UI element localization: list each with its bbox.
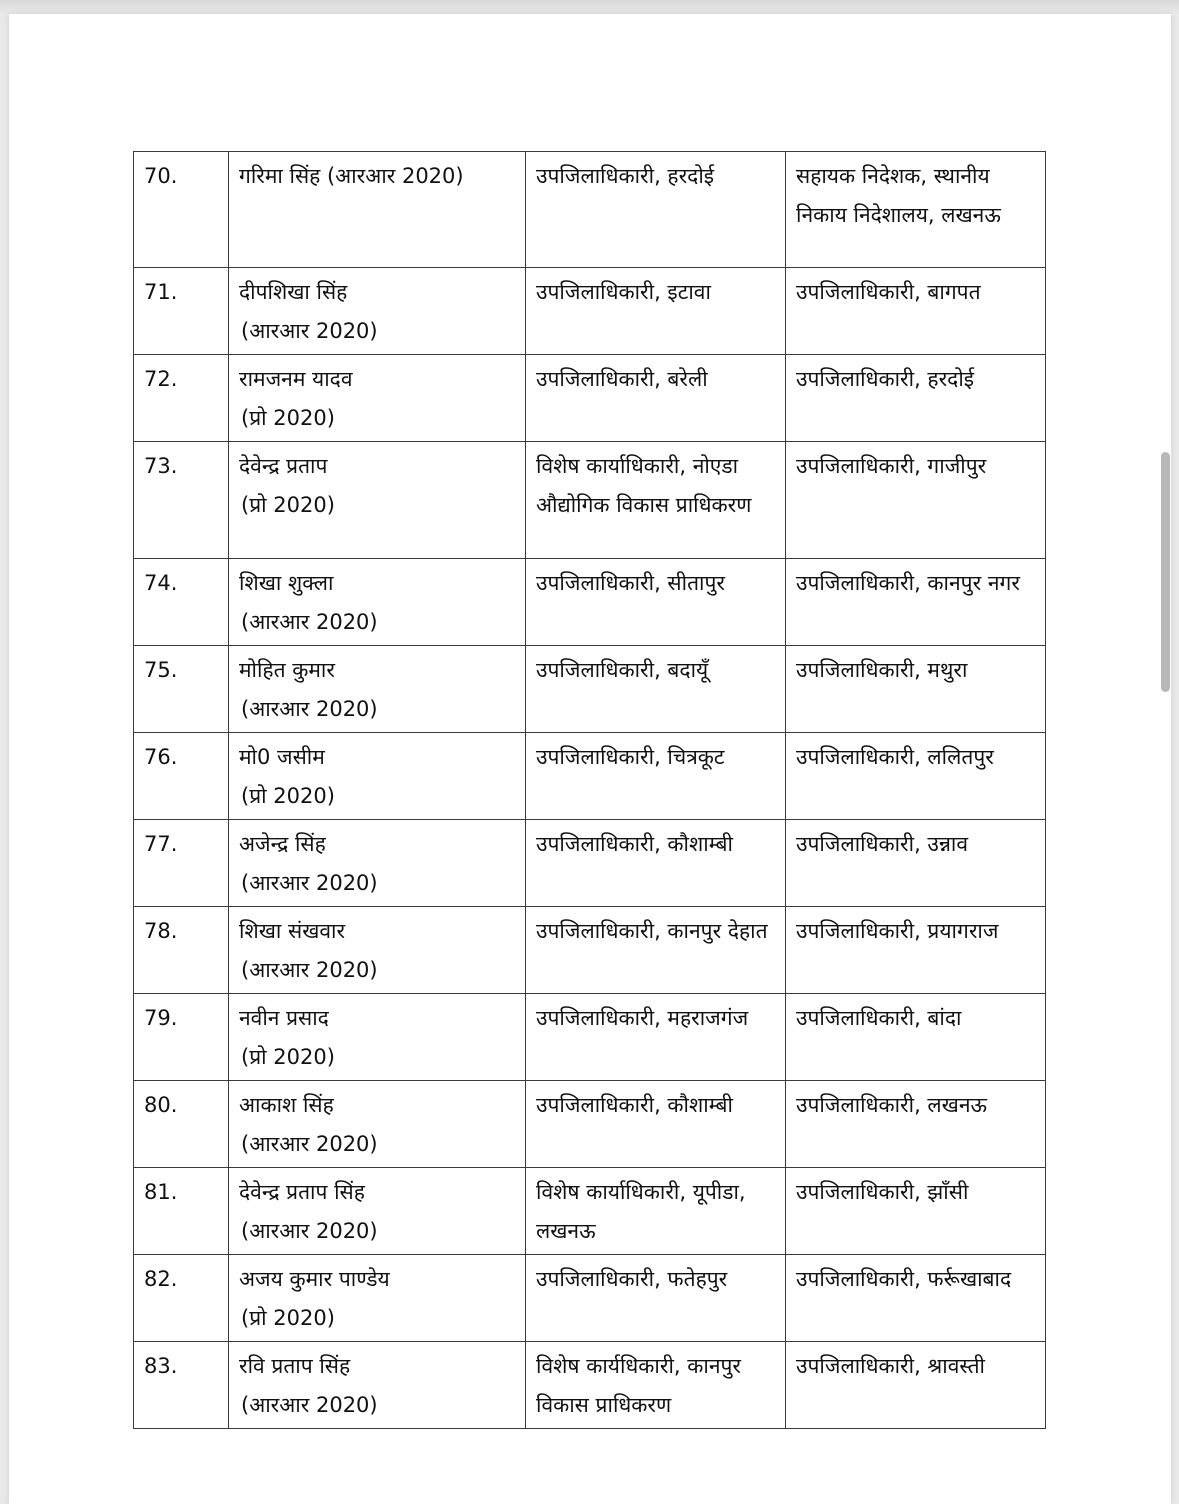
current-post-cell: उपजिलाधिकारी, कानपुर देहात xyxy=(526,907,786,994)
table-row xyxy=(134,152,1046,268)
officer-batch: (आरआर 2020) xyxy=(241,870,378,895)
table-row xyxy=(134,355,1046,442)
new-post-cell: उपजिलाधिकारी, गाजीपुर xyxy=(786,442,1046,559)
officer-batch: (आरआर 2020) xyxy=(241,957,378,982)
table-row xyxy=(134,1255,1046,1342)
table-row xyxy=(134,559,1046,646)
new-post-cell: उपजिलाधिकारी, प्रयागराज xyxy=(786,907,1046,994)
officer-name: रामजनम यादव xyxy=(239,367,353,391)
officer-name: देवेन्द्र प्रताप सिंह xyxy=(239,1180,365,1204)
officer-name: मोहित कुमार xyxy=(239,658,335,682)
current-post-cell: उपजिलाधिकारी, बरेली xyxy=(526,355,786,442)
officer-name: गरिमा सिंह (आरआर 2020) xyxy=(239,164,464,188)
table-row xyxy=(134,1168,1046,1255)
officer-name: दीपशिखा सिंह xyxy=(239,280,348,304)
officer-name-cell xyxy=(229,1081,526,1168)
table-row xyxy=(134,268,1046,355)
vertical-scrollbar[interactable] xyxy=(1161,452,1170,692)
new-post-cell: उपजिलाधिकारी, मथुरा xyxy=(786,646,1046,733)
officer-batch: (प्रो 2020) xyxy=(241,492,335,517)
officer-name-cell xyxy=(229,1168,526,1255)
officer-name-cell xyxy=(229,994,526,1081)
table-row xyxy=(134,1342,1046,1429)
new-post-cell: उपजिलाधिकारी, हरदोई xyxy=(786,355,1046,442)
officer-name-cell xyxy=(229,907,526,994)
new-post-cell: उपजिलाधिकारी, कानपुर नगर xyxy=(786,559,1046,646)
current-post-cell: विशेष कार्याधिकारी, यूपीडा, लखनऊ xyxy=(526,1168,786,1255)
serial-number-cell: 79. xyxy=(134,994,229,1081)
officer-name-cell xyxy=(229,646,526,733)
serial-number-cell: 74. xyxy=(134,559,229,646)
current-post-cell: उपजिलाधिकारी, बदायूँ xyxy=(526,646,786,733)
table-row xyxy=(134,646,1046,733)
table-row xyxy=(134,442,1046,559)
transfer-table xyxy=(133,151,1046,1429)
officer-name: अजेन्द्र सिंह xyxy=(239,832,326,856)
officer-name: अजय कुमार पाण्डेय xyxy=(239,1267,390,1291)
officer-name-cell xyxy=(229,1342,526,1429)
table-row xyxy=(134,820,1046,907)
officer-batch: (प्रो 2020) xyxy=(241,783,335,808)
current-post-cell: विशेष कार्यधिकारी, कानपुर विकास प्राधिकरण xyxy=(526,1342,786,1429)
officer-batch: (आरआर 2020) xyxy=(241,1218,378,1243)
serial-number-cell: 78. xyxy=(134,907,229,994)
new-post-cell: सहायक निदेशक, स्थानीय निकाय निदेशालय, लखनऊ xyxy=(786,152,1046,268)
serial-number-cell: 81. xyxy=(134,1168,229,1255)
serial-number-cell: 72. xyxy=(134,355,229,442)
current-post-cell: उपजिलाधिकारी, हरदोई xyxy=(526,152,786,268)
officer-name-cell xyxy=(229,1255,526,1342)
serial-number-cell: 76. xyxy=(134,733,229,820)
officer-name: देवेन्द्र प्रताप xyxy=(239,454,328,478)
current-post-cell: उपजिलाधिकारी, फतेहपुर xyxy=(526,1255,786,1342)
new-post-cell: उपजिलाधिकारी, फर्रूखाबाद xyxy=(786,1255,1046,1342)
current-post-cell: उपजिलाधिकारी, चित्रकूट xyxy=(526,733,786,820)
officer-batch: (प्रो 2020) xyxy=(241,1305,335,1330)
officer-name: शिखा संखवार xyxy=(239,919,346,943)
officer-name: मो0 जसीम xyxy=(239,745,325,769)
current-post-cell: उपजिलाधिकारी, कौशाम्बी xyxy=(526,820,786,907)
officer-name-cell xyxy=(229,733,526,820)
officer-name: रवि प्रताप सिंह xyxy=(239,1354,351,1378)
serial-number-cell: 83. xyxy=(134,1342,229,1429)
current-post-cell: उपजिलाधिकारी, महराजगंज xyxy=(526,994,786,1081)
serial-number-cell: 73. xyxy=(134,442,229,559)
table-row xyxy=(134,907,1046,994)
serial-number-cell: 70. xyxy=(134,152,229,268)
table-row xyxy=(134,1081,1046,1168)
new-post-cell: उपजिलाधिकारी, श्रावस्ती xyxy=(786,1342,1046,1429)
serial-number-cell: 71. xyxy=(134,268,229,355)
officer-name: आकाश सिंह xyxy=(239,1093,334,1117)
new-post-cell: उपजिलाधिकारी, लखनऊ xyxy=(786,1081,1046,1168)
table-row xyxy=(134,994,1046,1081)
officer-batch: (प्रो 2020) xyxy=(241,405,335,430)
officer-batch: (आरआर 2020) xyxy=(241,318,378,343)
current-post-cell: उपजिलाधिकारी, सीतापुर xyxy=(526,559,786,646)
officer-batch: (आरआर 2020) xyxy=(241,696,378,721)
serial-number-cell: 75. xyxy=(134,646,229,733)
serial-number-cell: 77. xyxy=(134,820,229,907)
new-post-cell: उपजिलाधिकारी, झाँसी xyxy=(786,1168,1046,1255)
officer-name-cell xyxy=(229,152,526,268)
new-post-cell: उपजिलाधिकारी, बागपत xyxy=(786,268,1046,355)
officer-name-cell xyxy=(229,268,526,355)
new-post-cell: उपजिलाधिकारी, उन्नाव xyxy=(786,820,1046,907)
current-post-cell: विशेष कार्याधिकारी, नोएडा औद्योगिक विकास प्राधिकरण xyxy=(526,442,786,559)
officer-name-cell xyxy=(229,442,526,559)
officer-batch: (प्रो 2020) xyxy=(241,1044,335,1069)
officer-name-cell xyxy=(229,559,526,646)
document-page xyxy=(9,14,1171,1504)
officer-batch: (आरआर 2020) xyxy=(241,1131,378,1156)
table-row xyxy=(134,733,1046,820)
officer-batch: (आरआर 2020) xyxy=(241,1392,378,1417)
officer-name-cell xyxy=(229,355,526,442)
current-post-cell: उपजिलाधिकारी, कौशाम्बी xyxy=(526,1081,786,1168)
current-post-cell: उपजिलाधिकारी, इटावा xyxy=(526,268,786,355)
serial-number-cell: 82. xyxy=(134,1255,229,1342)
new-post-cell: उपजिलाधिकारी, ललितपुर xyxy=(786,733,1046,820)
serial-number-cell: 80. xyxy=(134,1081,229,1168)
officer-batch: (आरआर 2020) xyxy=(241,609,378,634)
new-post-cell: उपजिलाधिकारी, बांदा xyxy=(786,994,1046,1081)
table-body xyxy=(134,152,1046,1429)
officer-name: शिखा शुक्ला xyxy=(239,571,334,595)
officer-name: नवीन प्रसाद xyxy=(239,1006,329,1030)
officer-name-cell xyxy=(229,820,526,907)
